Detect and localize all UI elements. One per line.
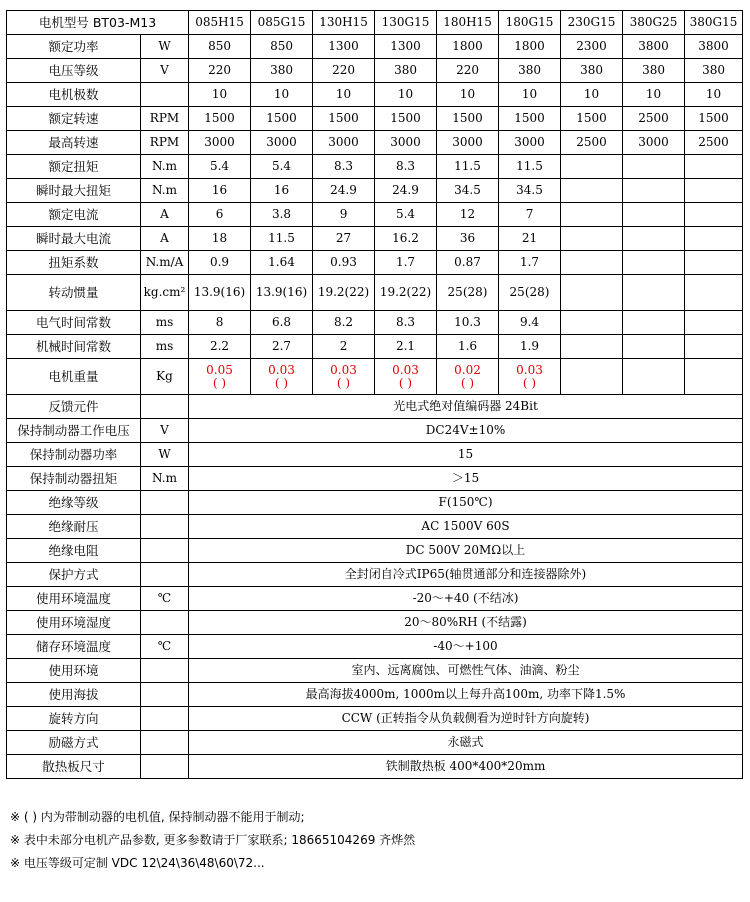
value-cell: 850 <box>251 35 313 59</box>
value-cell <box>623 275 685 311</box>
value-line: 0.03 <box>268 362 295 377</box>
value-cell: 380 <box>251 59 313 83</box>
param-name-cell: 绝缘等级 <box>7 491 141 515</box>
common-value-cell: 15 <box>189 443 743 467</box>
value-cell: 11.5 <box>437 155 499 179</box>
param-unit-cell: N.m <box>141 179 189 203</box>
value-cell: 8.3 <box>375 155 437 179</box>
spec-table-body <box>7 11 743 779</box>
common-spec-row <box>7 467 743 491</box>
value-cell: 3000 <box>251 131 313 155</box>
common-spec-row <box>7 707 743 731</box>
value-cell <box>685 335 743 359</box>
value-cell <box>251 359 313 395</box>
value-cell <box>375 275 437 311</box>
model-header-cell: 230G15 <box>561 11 623 35</box>
common-spec-row <box>7 491 743 515</box>
value-cell <box>561 203 623 227</box>
param-name-cell: 储存环境温度 <box>7 635 141 659</box>
param-name-cell: 旋转方向 <box>7 707 141 731</box>
value-cell <box>685 203 743 227</box>
value-line: 25 <box>447 285 463 299</box>
param-name-cell: 瞬时最大扭矩 <box>7 179 141 203</box>
note-line: ※ 电压等级可定制 VDC 12\24\36\48\60\72... <box>10 856 265 870</box>
param-unit-cell: V <box>141 419 189 443</box>
value-line: 19.2 <box>317 285 345 299</box>
param-name-cell: 保护方式 <box>7 563 141 587</box>
value-cell: 2.2 <box>189 335 251 359</box>
value-cell: 2.7 <box>251 335 313 359</box>
common-value-cell: 室内、远离腐蚀、可燃性气体、油滴、粉尘 <box>189 659 743 683</box>
param-name-cell: 机械时间常数 <box>7 335 141 359</box>
value-cell <box>561 335 623 359</box>
value-cell <box>189 359 251 395</box>
value-cell: 34.5 <box>499 179 561 203</box>
value-cell: 380 <box>499 59 561 83</box>
spec-row <box>7 59 743 83</box>
param-unit-cell <box>141 515 189 539</box>
param-name-cell: 转动惯量 <box>7 275 141 311</box>
param-unit-cell <box>141 755 189 779</box>
common-spec-row <box>7 395 743 419</box>
param-name-cell: 额定电流 <box>7 203 141 227</box>
value-line: ( ) <box>460 375 475 390</box>
model-header-cell: 085H15 <box>189 11 251 35</box>
param-name-cell: 额定扭矩 <box>7 155 141 179</box>
common-value-cell: F(150℃) <box>189 491 743 515</box>
model-header-cell: 380G25 <box>623 11 685 35</box>
value-cell <box>561 227 623 251</box>
spec-row <box>7 131 743 155</box>
value-cell: 1500 <box>313 107 375 131</box>
value-cell: 10 <box>437 83 499 107</box>
param-unit-cell <box>141 563 189 587</box>
param-unit-cell <box>141 683 189 707</box>
param-unit-cell: N.m <box>141 155 189 179</box>
param-name-cell: 额定转速 <box>7 107 141 131</box>
value-cell: 1300 <box>313 35 375 59</box>
common-spec-row <box>7 587 743 611</box>
value-cell: 24.9 <box>375 179 437 203</box>
value-cell: 16.2 <box>375 227 437 251</box>
param-name-cell: 最高转速 <box>7 131 141 155</box>
notes-section <box>10 806 415 875</box>
value-cell: 16 <box>251 179 313 203</box>
value-cell: 1.7 <box>375 251 437 275</box>
value-cell: 3800 <box>685 35 743 59</box>
value-cell: 1800 <box>437 35 499 59</box>
value-cell <box>561 179 623 203</box>
value-cell: 0.9 <box>189 251 251 275</box>
spec-row <box>7 155 743 179</box>
value-cell: 10 <box>313 83 375 107</box>
value-cell: 10 <box>375 83 437 107</box>
value-cell: 8.2 <box>313 311 375 335</box>
common-value-cell: ＞15 <box>189 467 743 491</box>
param-unit-cell <box>141 395 189 419</box>
value-cell <box>561 359 623 395</box>
value-cell <box>685 275 743 311</box>
value-cell: 24.9 <box>313 179 375 203</box>
note-line: ※ 表中未部分电机产品参数, 更多参数请于厂家联系; 18665104269 齐烨然 <box>10 833 416 847</box>
param-unit-cell: W <box>141 35 189 59</box>
value-line: 0.05 <box>206 362 233 377</box>
value-cell: 1500 <box>685 107 743 131</box>
value-cell <box>313 275 375 311</box>
model-header-cell: 180G15 <box>499 11 561 35</box>
value-cell <box>623 359 685 395</box>
model-title-cell: 电机型号 BT03-M13 <box>7 11 189 35</box>
param-name-cell: 扭矩系数 <box>7 251 141 275</box>
value-line: 0.03 <box>392 362 419 377</box>
value-cell: 1300 <box>375 35 437 59</box>
common-spec-row <box>7 659 743 683</box>
param-name-cell: 反馈元件 <box>7 395 141 419</box>
common-value-cell: DC 500V 20MΩ以上 <box>189 539 743 563</box>
common-value-cell: CCW (正转指令从负载侧看为逆时针方向旋转) <box>189 707 743 731</box>
value-cell: 10 <box>685 83 743 107</box>
common-spec-row <box>7 635 743 659</box>
value-cell: 1500 <box>499 107 561 131</box>
value-line: 13.9 <box>255 285 283 299</box>
value-cell: 1500 <box>189 107 251 131</box>
model-header-cell: 380G15 <box>685 11 743 35</box>
param-unit-cell: V <box>141 59 189 83</box>
value-cell: 8 <box>189 311 251 335</box>
value-line: ( ) <box>212 375 227 390</box>
value-cell: 3000 <box>313 131 375 155</box>
common-value-cell: 最高海拔4000m, 1000m以上每升高100m, 功率下降1.5% <box>189 683 743 707</box>
spec-row <box>7 83 743 107</box>
value-cell: 3.8 <box>251 203 313 227</box>
param-unit-cell: ℃ <box>141 587 189 611</box>
param-unit-cell: A <box>141 203 189 227</box>
param-name-cell: 绝缘电阻 <box>7 539 141 563</box>
param-unit-cell <box>141 83 189 107</box>
value-cell: 3000 <box>437 131 499 155</box>
value-cell <box>623 179 685 203</box>
value-cell: 11.5 <box>251 227 313 251</box>
param-unit-cell <box>141 659 189 683</box>
param-name-cell: 电机极数 <box>7 83 141 107</box>
value-cell <box>437 275 499 311</box>
value-line: 25 <box>509 285 525 299</box>
param-name-cell: 使用环境 <box>7 659 141 683</box>
param-name-cell: 瞬时最大电流 <box>7 227 141 251</box>
value-cell: 380 <box>561 59 623 83</box>
param-unit-cell: RPM <box>141 107 189 131</box>
common-spec-row <box>7 539 743 563</box>
value-cell <box>685 179 743 203</box>
param-unit-cell: Kg <box>141 359 189 395</box>
common-spec-row <box>7 755 743 779</box>
value-cell: 380 <box>685 59 743 83</box>
param-unit-cell: A <box>141 227 189 251</box>
value-cell <box>623 203 685 227</box>
value-cell: 2500 <box>561 131 623 155</box>
spec-row <box>7 35 743 59</box>
param-name-cell: 绝缘耐压 <box>7 515 141 539</box>
value-line: 0.03 <box>330 362 357 377</box>
value-cell: 0.87 <box>437 251 499 275</box>
value-cell: 27 <box>313 227 375 251</box>
value-cell <box>685 359 743 395</box>
value-line: (28) <box>524 285 550 299</box>
value-cell: 5.4 <box>375 203 437 227</box>
common-spec-row <box>7 611 743 635</box>
value-line: ( ) <box>274 375 289 390</box>
value-cell: 2500 <box>685 131 743 155</box>
value-cell: 10.3 <box>437 311 499 335</box>
value-cell: 2300 <box>561 35 623 59</box>
value-cell: 3000 <box>189 131 251 155</box>
spec-table <box>6 10 743 779</box>
value-cell <box>561 311 623 335</box>
param-name-cell: 电压等级 <box>7 59 141 83</box>
value-cell <box>685 155 743 179</box>
param-name-cell: 使用环境湿度 <box>7 611 141 635</box>
value-cell: 7 <box>499 203 561 227</box>
value-cell: 10 <box>189 83 251 107</box>
value-cell: 8.3 <box>313 155 375 179</box>
spec-row <box>7 359 743 395</box>
spec-row <box>7 107 743 131</box>
value-cell: 3000 <box>499 131 561 155</box>
spec-row <box>7 275 743 311</box>
value-cell: 36 <box>437 227 499 251</box>
common-spec-row <box>7 419 743 443</box>
param-name-cell: 额定功率 <box>7 35 141 59</box>
common-value-cell: AC 1500V 60S <box>189 515 743 539</box>
value-cell: 3800 <box>623 35 685 59</box>
value-cell: 16 <box>189 179 251 203</box>
value-line: 13.9 <box>193 285 221 299</box>
param-unit-cell: W <box>141 443 189 467</box>
value-cell: 220 <box>437 59 499 83</box>
value-cell <box>623 311 685 335</box>
value-line: 0.03 <box>516 362 543 377</box>
value-cell <box>623 335 685 359</box>
value-cell <box>685 227 743 251</box>
spec-row <box>7 179 743 203</box>
spec-row <box>7 251 743 275</box>
value-cell: 1500 <box>437 107 499 131</box>
value-cell: 9 <box>313 203 375 227</box>
value-cell <box>561 275 623 311</box>
param-name-cell: 散热板尺寸 <box>7 755 141 779</box>
param-name-cell: 电气时间常数 <box>7 311 141 335</box>
value-line: (28) <box>462 285 488 299</box>
value-cell: 12 <box>437 203 499 227</box>
common-spec-row <box>7 683 743 707</box>
value-cell: 220 <box>313 59 375 83</box>
value-cell: 9.4 <box>499 311 561 335</box>
model-header-cell: 130H15 <box>313 11 375 35</box>
param-name-cell: 励磁方式 <box>7 731 141 755</box>
value-cell: 5.4 <box>189 155 251 179</box>
value-cell: 3000 <box>623 131 685 155</box>
value-line: (22) <box>406 285 432 299</box>
common-value-cell: -20～+40 (不结冰) <box>189 587 743 611</box>
spec-row <box>7 227 743 251</box>
value-cell: 3000 <box>375 131 437 155</box>
value-line: (16) <box>220 285 246 299</box>
value-cell: 10 <box>623 83 685 107</box>
value-cell: 380 <box>623 59 685 83</box>
common-spec-row <box>7 563 743 587</box>
param-unit-cell <box>141 731 189 755</box>
value-cell <box>561 155 623 179</box>
value-cell <box>623 251 685 275</box>
value-cell <box>685 311 743 335</box>
value-cell: 5.4 <box>251 155 313 179</box>
value-cell: 2500 <box>623 107 685 131</box>
value-cell <box>437 359 499 395</box>
value-line: 19.2 <box>379 285 407 299</box>
param-unit-cell: N.m <box>141 467 189 491</box>
value-cell <box>561 251 623 275</box>
common-spec-row <box>7 515 743 539</box>
note-line: ※ ( ) 内为带制动器的电机值, 保持制动器不能用于制动; <box>10 810 305 824</box>
value-cell: 1.6 <box>437 335 499 359</box>
param-unit-cell: kg.cm² <box>141 275 189 311</box>
value-cell <box>499 359 561 395</box>
value-cell: 11.5 <box>499 155 561 179</box>
param-unit-cell <box>141 539 189 563</box>
value-cell <box>499 275 561 311</box>
value-line: ( ) <box>336 375 351 390</box>
value-cell: 2.1 <box>375 335 437 359</box>
common-value-cell: 光电式绝对值编码器 24Bit <box>189 395 743 419</box>
value-cell: 220 <box>189 59 251 83</box>
value-cell: 1500 <box>251 107 313 131</box>
value-cell: 0.93 <box>313 251 375 275</box>
common-value-cell: 永磁式 <box>189 731 743 755</box>
value-line: ( ) <box>522 375 537 390</box>
value-cell <box>313 359 375 395</box>
spec-row <box>7 311 743 335</box>
common-spec-row <box>7 443 743 467</box>
param-name-cell: 使用环境温度 <box>7 587 141 611</box>
value-cell: 1.7 <box>499 251 561 275</box>
param-name-cell: 保持制动器扭矩 <box>7 467 141 491</box>
value-cell <box>189 275 251 311</box>
value-cell: 10 <box>499 83 561 107</box>
param-unit-cell: ℃ <box>141 635 189 659</box>
value-cell <box>685 251 743 275</box>
value-cell <box>251 275 313 311</box>
value-cell: 18 <box>189 227 251 251</box>
value-line: ( ) <box>398 375 413 390</box>
spec-row <box>7 335 743 359</box>
param-name-cell: 保持制动器功率 <box>7 443 141 467</box>
value-cell: 34.5 <box>437 179 499 203</box>
value-cell: 1.64 <box>251 251 313 275</box>
param-unit-cell <box>141 611 189 635</box>
value-cell: 380 <box>375 59 437 83</box>
param-unit-cell: ms <box>141 335 189 359</box>
spec-row <box>7 203 743 227</box>
param-unit-cell: RPM <box>141 131 189 155</box>
model-header-cell: 180H15 <box>437 11 499 35</box>
param-name-cell: 保持制动器工作电压 <box>7 419 141 443</box>
param-unit-cell: N.m/A <box>141 251 189 275</box>
param-unit-cell <box>141 491 189 515</box>
param-name-cell: 使用海拔 <box>7 683 141 707</box>
common-value-cell: 铁制散热板 400*400*20mm <box>189 755 743 779</box>
value-cell: 1.9 <box>499 335 561 359</box>
model-header-cell: 130G15 <box>375 11 437 35</box>
value-cell: 1500 <box>375 107 437 131</box>
value-cell: 10 <box>251 83 313 107</box>
value-line: (16) <box>282 285 308 299</box>
value-cell <box>623 155 685 179</box>
common-value-cell: -40～+100 <box>189 635 743 659</box>
param-name-cell: 电机重量 <box>7 359 141 395</box>
value-cell: 850 <box>189 35 251 59</box>
common-value-cell: DC24V±10% <box>189 419 743 443</box>
value-cell <box>623 227 685 251</box>
param-unit-cell <box>141 707 189 731</box>
header-row <box>7 11 743 35</box>
common-value-cell: 20～80%RH (不结露) <box>189 611 743 635</box>
value-cell: 1800 <box>499 35 561 59</box>
value-line: 0.02 <box>454 362 481 377</box>
value-cell: 6 <box>189 203 251 227</box>
value-line: (22) <box>344 285 370 299</box>
value-cell: 21 <box>499 227 561 251</box>
common-value-cell: 全封闭自冷式IP65(轴贯通部分和连接器除外) <box>189 563 743 587</box>
value-cell: 10 <box>561 83 623 107</box>
value-cell <box>375 359 437 395</box>
common-spec-row <box>7 731 743 755</box>
value-cell: 2 <box>313 335 375 359</box>
value-cell: 8.3 <box>375 311 437 335</box>
param-unit-cell: ms <box>141 311 189 335</box>
model-header-cell: 085G15 <box>251 11 313 35</box>
value-cell: 1500 <box>561 107 623 131</box>
value-cell: 6.8 <box>251 311 313 335</box>
